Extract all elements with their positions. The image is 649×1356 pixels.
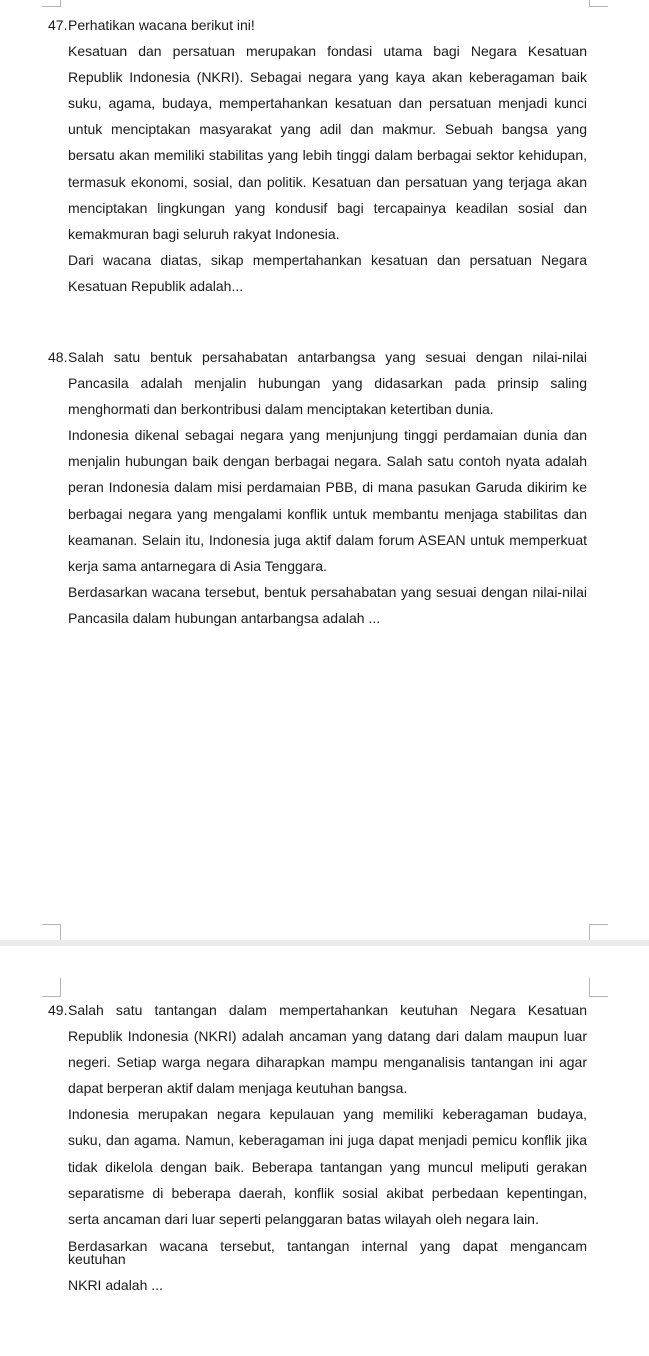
question-number: 49. — [48, 1002, 68, 1018]
question-49 — [48, 997, 587, 1298]
question-48 — [48, 344, 587, 631]
question-prompt: Berdasarkan wacana tersebut, bentuk persahabatan yang sesuai dengan nilai-nilai Pancasila dalam hubungan antarbangsa adalah ... — [68, 583, 587, 626]
question-passage: Indonesia dikenal sebagai negara yang menjunjung tinggi perdamaian dunia dan menjalin hubungan baik dengan berbagai negara. Salah satu contoh nyata adalah peran Indonesia dalam misi perdamaian PBB, di mana pasukan Garuda dikirim ke berbagai negara yang mengalami konflik untuk membantu menjaga stabilitas dan keamanan. Selain itu, Indonesia juga aktif dalam forum ASEAN untuk memperkuat kerja sama antarnegara di Asia Tenggara. — [68, 427, 587, 574]
question-prompt: Berdasarkan wacana tersebut, tantangan internal yang dapat mengancam keutuhan — [68, 1237, 587, 1267]
page-corner-mark-top-right — [589, 0, 608, 7]
page-corner-mark-top-left — [42, 978, 61, 997]
question-prompt-continued: NKRI adalah ... — [68, 1276, 163, 1293]
question-47 — [48, 12, 587, 299]
question-intro: Salah satu tantangan dalam mempertahankan keutuhan Negara Kesatuan Republik Indonesia (NKRI) adalah ancaman yang datang dari dalam maupun luar negeri. Setiap warga negara diharapkan mampu menganalisis tantangan ini agar dapat berperan aktif dalam menjaga keutuhan bangsa. — [68, 1002, 587, 1097]
question-number: 48. — [48, 349, 68, 365]
question-passage: Kesatuan dan persatuan merupakan fondasi utama bagi Negara Kesatuan Republik Indonesia (NKRI). Sebagai negara yang kaya akan keberagaman baik suku, agama, budaya, mempertahankan kesatuan dan persatuan menjadi kunci untuk menciptakan masyarakat yang adil dan makmur. Sebuah bangsa yang bersatu akan memiliki stabilitas yang lebih tinggi dalam berbagai sektor kehidupan, termasuk ekonomi, sosial, dan politik. Kesatuan dan persatuan yang terjaga akan menciptakan lingkungan yang kondusif bagi tercapainya keadilan sosial dan kemakmuran bagi seluruh rakyat Indonesia. — [68, 43, 587, 242]
question-passage: Indonesia merupakan negara kepulauan yang memiliki keberagaman budaya, suku, dan agama. Namun, keberagaman ini juga dapat menjadi pemicu konflik jika tidak dikelola dengan baik. Beberapa tantangan yang muncul meliputi gerakan separatisme di beberapa daerah, konflik sosial akibat perbedaan kepentingan, serta ancaman dari luar seperti pelanggaran batas wilayah oleh negara lain. — [68, 1106, 587, 1227]
question-number: 47. — [48, 17, 68, 33]
page-corner-mark-top-left — [42, 0, 61, 7]
page-corner-mark-top-right — [589, 978, 608, 997]
question-intro: Perhatikan wacana berikut ini! — [68, 17, 255, 33]
question-intro: Salah satu bentuk persahabatan antarbangsa yang sesuai dengan nilai-nilai Pancasila adalah menjalin hubungan yang didasarkan pada prinsip saling menghormati dan berkontribusi dalam menciptakan ketertiban dunia. — [68, 349, 587, 418]
document-page-2 — [0, 946, 649, 1356]
question-prompt: Dari wacana diatas, sikap mempertahankan kesatuan dan persatuan Negara Kesatuan Republik adalah... — [68, 251, 587, 294]
